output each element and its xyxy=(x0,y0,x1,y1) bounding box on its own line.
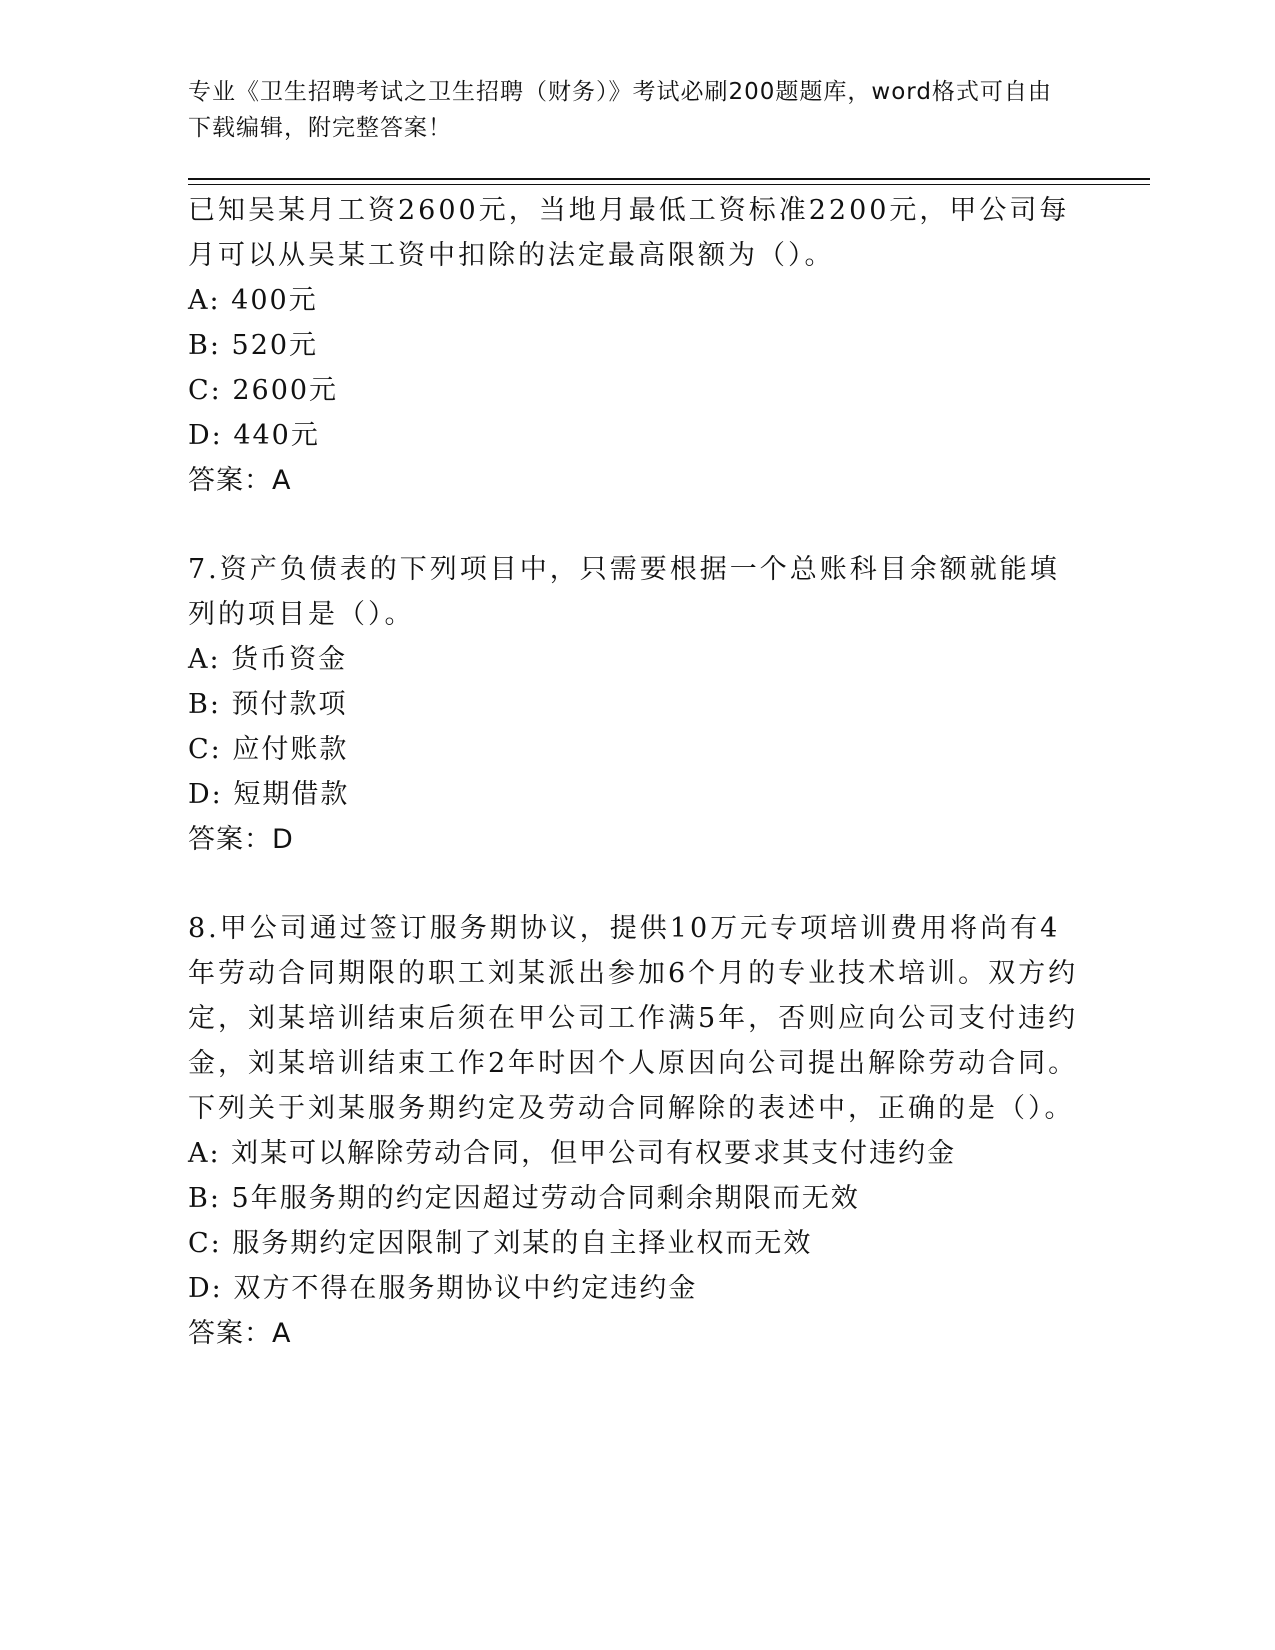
question-stem: 7.资产负债表的下列项目中，只需要根据一个总账科目余额就能填列的项目是（）。 xyxy=(188,554,1060,630)
option-a: A: 刘某可以解除劳动合同，但甲公司有权要求其支付违约金 xyxy=(188,1138,957,1169)
option-b: B: 5年服务期的约定因超过劳动合同剩余期限而无效 xyxy=(188,1183,860,1214)
header-divider-thick xyxy=(188,178,1150,180)
question-stem: 已知吴某月工资2600元，当地月最低工资标准2200元，甲公司每月可以从吴某工资中扣除的法定最高限额为（）。 xyxy=(188,195,1070,271)
option-b: B: 预付款项 xyxy=(188,689,348,720)
question-list xyxy=(188,188,1088,1400)
document-header: 专业《卫生招聘考试之卫生招聘（财务）》考试必刷200题题库，word格式可自由下载编辑，附完整答案！ xyxy=(188,79,1052,141)
option-c: C: 应付账款 xyxy=(188,734,349,765)
header-divider-thin xyxy=(188,184,1150,185)
option-c: C: 服务期约定因限制了刘某的自主择业权而无效 xyxy=(188,1228,813,1259)
answer-line: 答案：A xyxy=(188,465,292,496)
option-c: C: 2600元 xyxy=(188,375,339,406)
answer-line: 答案：D xyxy=(188,824,294,855)
option-a: A: 货币资金 xyxy=(188,644,348,675)
answer-line: 答案：A xyxy=(188,1318,292,1349)
option-d: D: 440元 xyxy=(188,420,320,451)
option-a: A: 400元 xyxy=(188,285,318,316)
question-item xyxy=(188,906,1088,1356)
question-item xyxy=(188,547,1088,862)
question-item xyxy=(188,188,1088,503)
option-b: B: 520元 xyxy=(188,330,319,361)
question-stem: 8.甲公司通过签订服务期协议，提供10万元专项培训费用将尚有4年劳动合同期限的职工刘某派出参加6个月的专业技术培训。双方约定，刘某培训结束后须在甲公司工作满5年，否则应向公司支付违约金，刘某培训结束工作2年时因个人原因向公司提出解除劳动合同。下列关于刘某服务期约定及劳动合同解除的表述中，正确的是（）。 xyxy=(188,913,1079,1124)
option-d: D: 双方不得在服务期协议中约定违约金 xyxy=(188,1273,698,1304)
option-d: D: 短期借款 xyxy=(188,779,350,810)
